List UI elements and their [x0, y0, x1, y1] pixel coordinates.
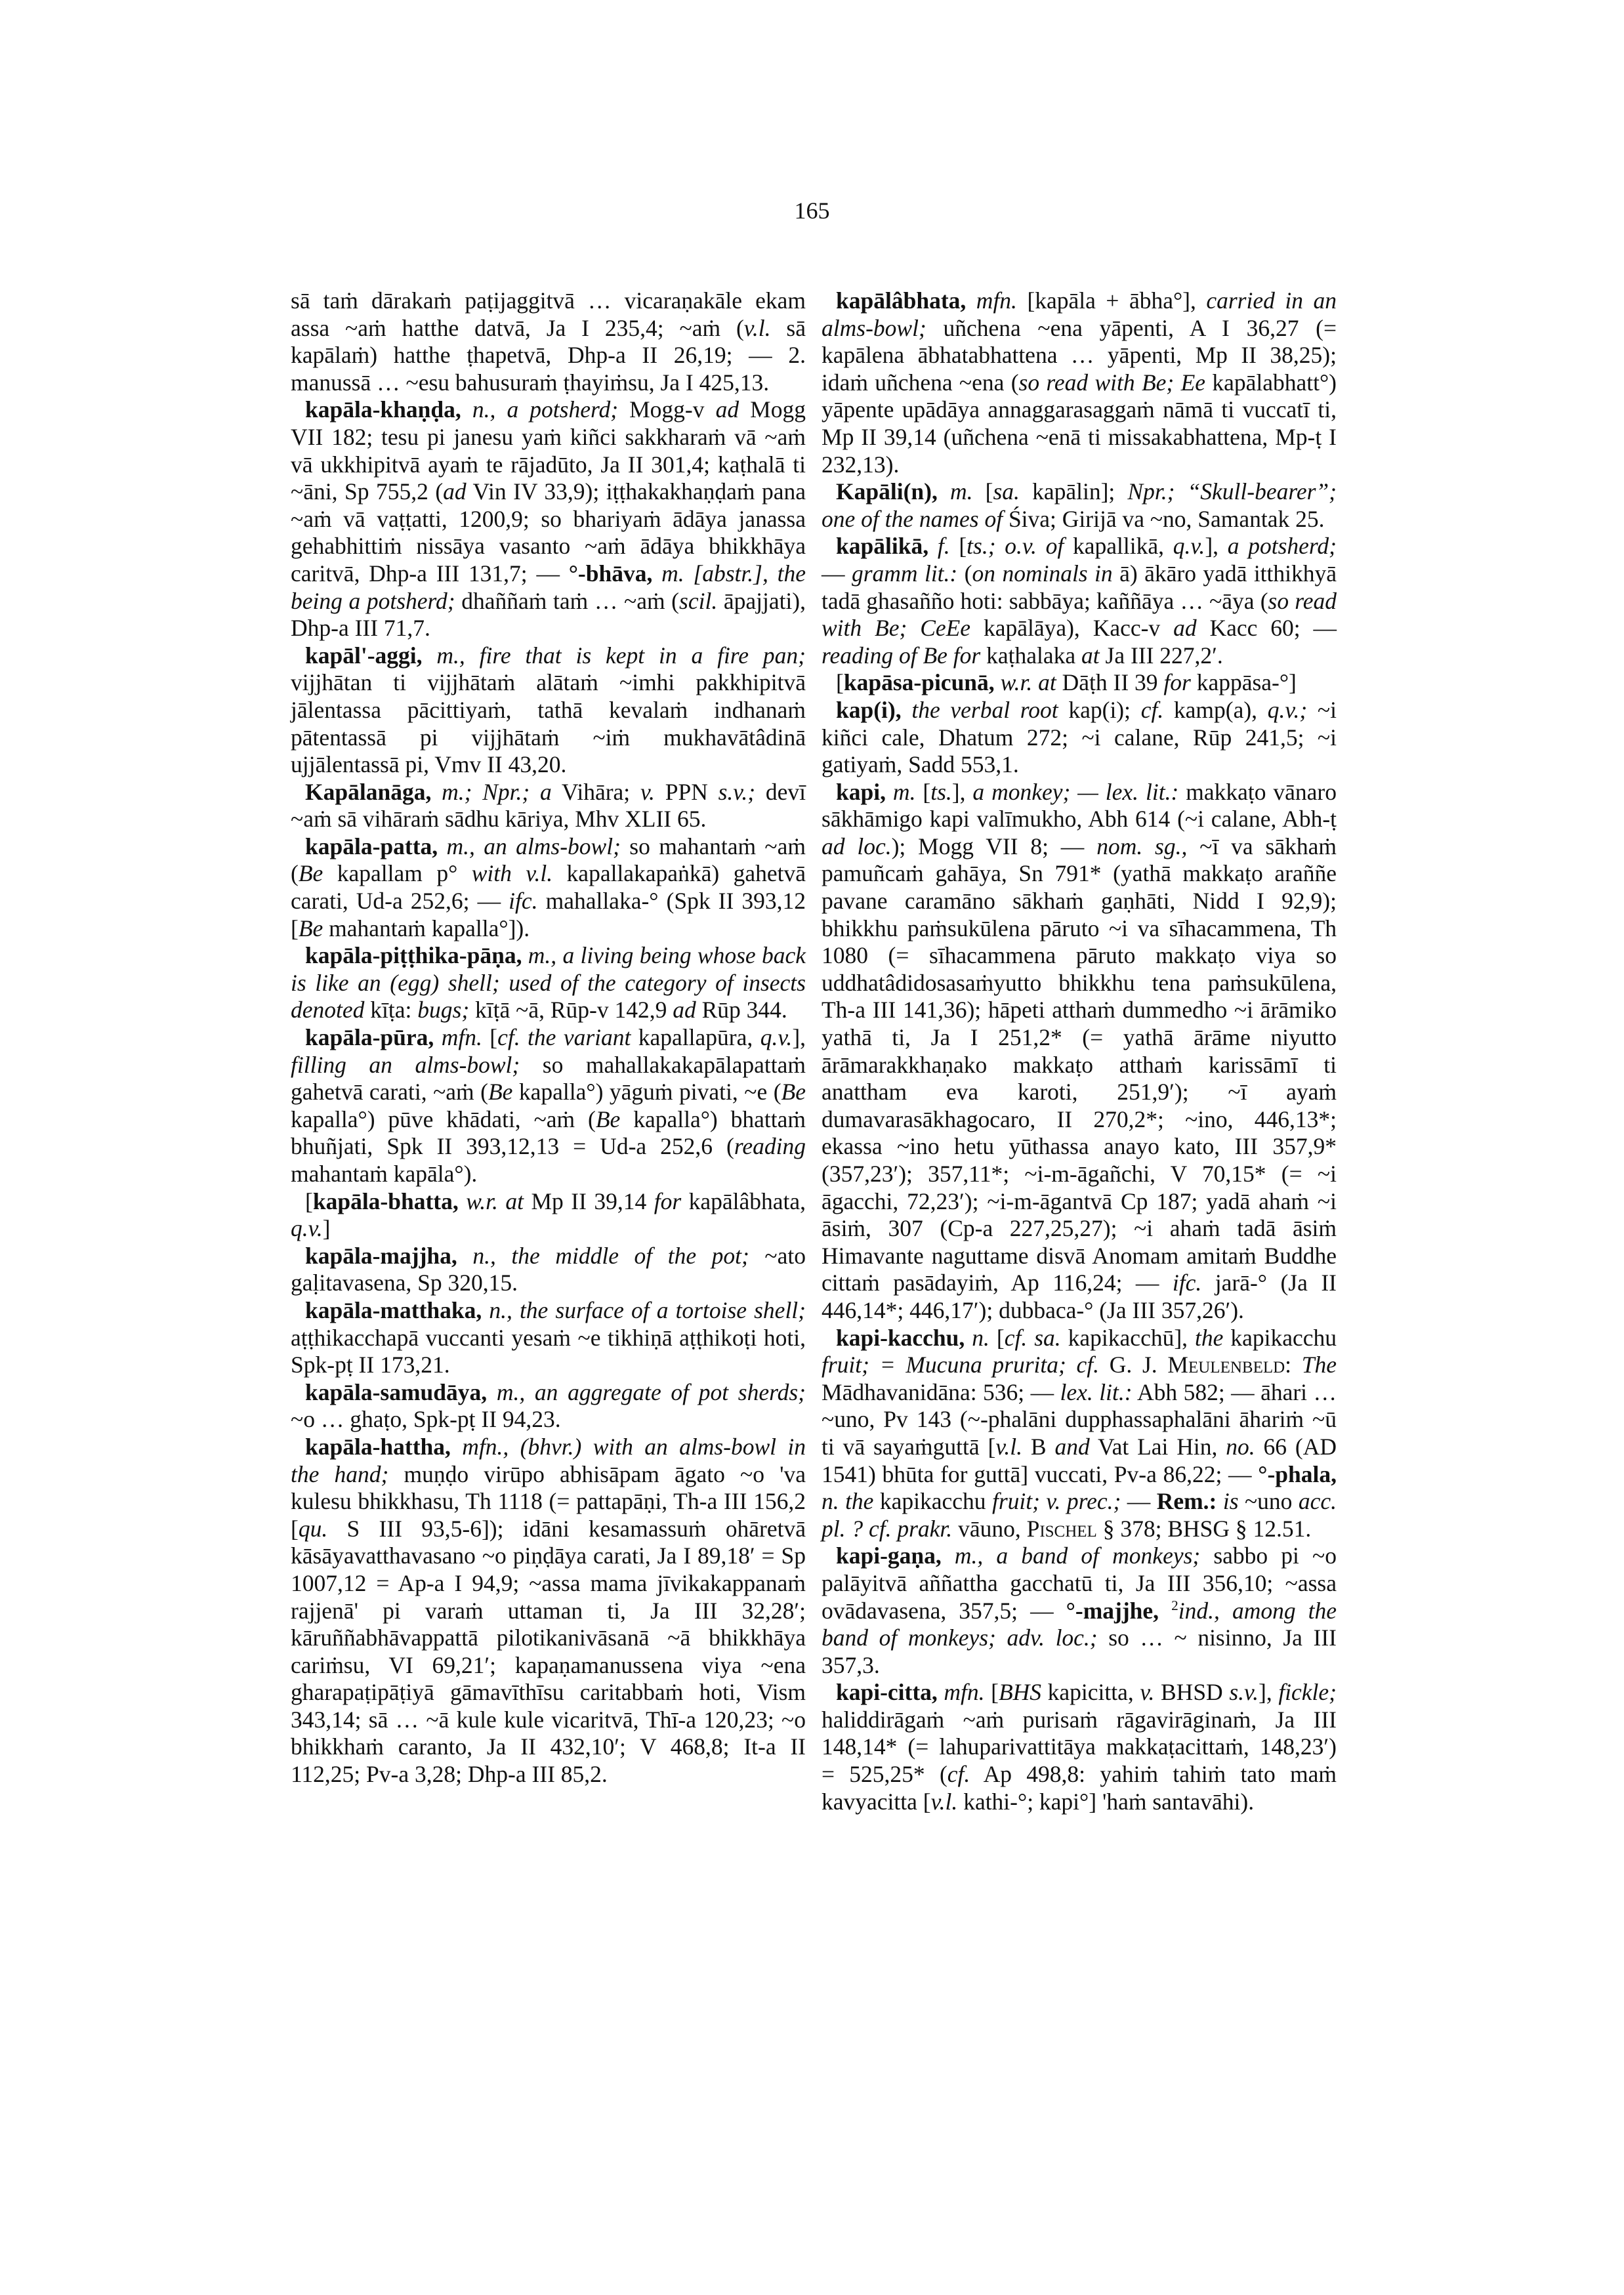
entry-text: kamp(a), — [1163, 696, 1268, 723]
page-number: 165 — [794, 197, 830, 224]
entry-text: Dāṭh II 39 — [1056, 669, 1164, 696]
headword: kapāla-majjha, — [305, 1242, 457, 1269]
entry-text: kapālin]; — [1019, 478, 1128, 505]
italic-gloss: for — [1163, 669, 1191, 696]
italic-gloss: w.r. at — [994, 669, 1056, 696]
dictionary-entry — [822, 669, 1337, 697]
dictionary-entry — [822, 1679, 1337, 1815]
italic-gloss: q.v.; — [1267, 696, 1308, 723]
headword: °-majjhe, — [1066, 1597, 1159, 1624]
entry-text: ); Mogg VII 8; — — [891, 833, 1097, 859]
entry-text: ā) ākāro yadā itthikhyā tadā ghasañño hoti: sabbāya; kaññāya … ~āya ( — [822, 560, 1337, 614]
italic-gloss: scil. — [679, 587, 718, 614]
entry-text: Ja III 227,2′. — [1099, 642, 1223, 669]
headword: kapāla-samudāya, — [305, 1378, 488, 1405]
entry-text: ], — [1205, 533, 1228, 560]
italic-gloss: nom. sg., — [1096, 833, 1188, 859]
entry-text: kapalla°) pūve khādati, ~aṁ ( — [291, 1106, 596, 1132]
entry-text: kapikacchu — [1223, 1324, 1337, 1351]
entry-text: kathi-°; kapi°] 'haṁ santavāhi). — [957, 1788, 1255, 1815]
left-column — [291, 287, 806, 1788]
italic-gloss: so read with Be; CeEe — [822, 587, 1337, 642]
entry-text: [ — [915, 778, 931, 805]
headword: Rem.: — [1156, 1488, 1217, 1515]
italic-gloss: m. [abstr.], the being a potsherd; — [291, 560, 806, 614]
author-name: Meulenbeld — [1167, 1352, 1285, 1378]
entry-text: ], — [792, 1024, 806, 1051]
italic-gloss: cf. the variant — [497, 1024, 631, 1051]
entry-text: ], — [1259, 1679, 1279, 1706]
headword: kapāla-patta, — [305, 833, 438, 859]
entry-text: : — [1285, 1352, 1302, 1378]
italic-gloss: ad loc. — [822, 833, 892, 859]
italic-gloss: Be — [781, 1079, 806, 1106]
italic-gloss: Be — [298, 915, 323, 941]
italic-gloss: v.l. — [930, 1788, 958, 1815]
italic-gloss: filling an alms-bowl; — [291, 1051, 520, 1078]
italic-gloss: The — [1301, 1352, 1337, 1378]
entry-text: B — [1022, 1433, 1055, 1460]
italic-gloss: n., a potsherd; — [461, 396, 619, 423]
headword: kapāla-khaṇḍa, — [305, 396, 461, 423]
entry-text: dhaññaṁ taṁ … ~aṁ ( — [455, 587, 680, 614]
italic-gloss: carried in an alms-bowl; — [822, 287, 1337, 341]
dictionary-entry — [822, 287, 1337, 478]
entry-text: Abh 582; — āhari … ~uno, Pv 143 (~-phalāni dupphassaphalāni āhariṁ ~ū ti vā sayaṁguttā [ — [822, 1378, 1337, 1460]
italic-gloss: the — [1195, 1324, 1224, 1351]
entry-text: ] — [322, 1215, 331, 1242]
headword: Kapāli(n), — [836, 478, 938, 505]
entry-text: — — [1121, 1488, 1157, 1515]
headword: Kapālanāga, — [305, 778, 432, 805]
italic-gloss: lex. lit.: — [1060, 1378, 1133, 1405]
entry-text: [ — [305, 1188, 313, 1214]
headword: kapālâbhata, — [836, 287, 967, 314]
italic-gloss: w.r. at — [458, 1188, 524, 1214]
entry-text: BHSD — [1154, 1679, 1230, 1706]
italic-gloss: s.v.; — [718, 778, 756, 805]
italic-gloss: BHS — [998, 1679, 1042, 1706]
entry-text: Rūp 344. — [696, 997, 787, 1023]
entry-continuation — [291, 287, 806, 396]
dictionary-entry — [822, 478, 1337, 533]
entry-text: [ — [972, 478, 993, 505]
italic-gloss: v.l. — [995, 1433, 1023, 1460]
headword: kapāla-pūra, — [305, 1024, 434, 1051]
dictionary-entry — [291, 1188, 806, 1243]
entry-text: ~ato gaḷitavasena, Sp 320,15. — [291, 1242, 806, 1296]
superscript: 2 — [1171, 1597, 1178, 1613]
entry-text: kapikacchū], — [1060, 1324, 1196, 1351]
italic-gloss: Be — [595, 1106, 621, 1132]
entry-text: ~uno — [1238, 1488, 1299, 1515]
entry-text: PPN — [654, 778, 718, 805]
entry-text: [ — [836, 669, 844, 696]
italic-gloss: q.v. — [1173, 533, 1205, 560]
entry-text — [1159, 1598, 1171, 1624]
entry-text: [ — [984, 1679, 999, 1706]
italic-gloss: sa. — [993, 478, 1020, 505]
dictionary-entry — [291, 1297, 806, 1379]
entry-text: kapicitta, — [1041, 1679, 1140, 1706]
entry-text: mahallaka-° (Spk II 393,12 [ — [291, 888, 806, 941]
italic-gloss: m., an aggregate of pot sherds; — [487, 1378, 806, 1405]
author-name: Pischel — [1026, 1515, 1097, 1542]
entry-text: kapallikā, — [1064, 533, 1173, 560]
italic-gloss: a potsherd; — [1227, 533, 1337, 560]
italic-gloss: bugs; — [417, 997, 470, 1023]
italic-gloss: acc. pl. ? cf. prakr. — [822, 1488, 1337, 1542]
italic-gloss: cf. sa. — [1004, 1324, 1061, 1351]
italic-gloss: with v.l. — [471, 860, 553, 887]
headword: kapāla-bhatta, — [312, 1188, 459, 1214]
entry-text: sā taṁ dārakaṁ paṭijaggitvā … vicaraṇakāle ekam assa ~aṁ hatthe datvā, Ja I 235,4; ~aṁ ( — [291, 287, 806, 341]
entry-text: kaṭhalaka — [980, 642, 1081, 669]
entry-text: ( — [957, 560, 972, 587]
entry-text — [1217, 1488, 1222, 1514]
entry-text: kapālâbhata, — [681, 1188, 806, 1214]
entry-text: kapallapūra, — [631, 1024, 760, 1051]
italic-gloss: fruit; = Mucuna prurita; cf. — [822, 1352, 1100, 1378]
italic-gloss: m., an alms-bowl; — [438, 833, 621, 859]
entry-text: haliddirāgaṁ ~aṁ purisaṁ rāgavirāginaṁ, Ja III 148,14* (= lahuparivattitāya makkaṭacittaṁ, 148,23′) = 525,25* ( — [822, 1706, 1337, 1788]
entry-text: kap(i); — [1058, 696, 1141, 723]
entry-text: Vihāra; — [551, 778, 640, 805]
italic-gloss: the verbal root — [901, 696, 1058, 723]
entry-text: kīṭa: — [364, 997, 418, 1023]
entry-text: kapālāya), Kacc-v — [970, 615, 1174, 642]
italic-gloss: f. — [928, 533, 950, 560]
italic-gloss: ts.; o.v. of — [967, 533, 1064, 560]
italic-gloss: ad — [673, 997, 696, 1023]
italic-gloss: qu. — [298, 1515, 328, 1542]
entry-text: S III 93,5-6]); idāni kesamassuṁ ohāretvā kāsāyavatthavasano ~o piṇḍāya carati, Ja I 89,18′ = Sp 1007,12 = Ap-a I 94,9; ~assa mama jīvikakappanaṁ rajjenā' pi varaṁ uttaman ti, Ja III 32,28′; kāruññabhāvappattā pilotikanivāsanā ~ā bhikkhāya cariṁsu, VI 69,21′; kapaṇamanussena viya ~ena gharapaṭipāṭiyā gāmavīthīsu caritabbaṁ hoti, Vism 343,14; sā … ~ā kule kule vicaritvā, Thī-a 120,23; ~o bhikkhaṁ caranto, Ja II 432,10′; V 468,8; It-a II 112,25; Pv-a 3,28; Dhp-a III 85,2. — [291, 1515, 806, 1788]
italic-gloss: mfn. — [937, 1679, 985, 1706]
entry-text: Mogg-v — [618, 396, 716, 423]
entry-text: makkaṭo vānaro sākhāmigo kapi valīmukho, Abh 614 (~i calane, Abh-ṭ — [822, 778, 1337, 833]
entry-text: āpajjati), Dhp-a III 71,7. — [291, 587, 806, 642]
italic-gloss: v.l. — [743, 314, 771, 341]
entry-text: kapalla°) yāguṁ pivati, ~e ( — [512, 1079, 781, 1106]
entry-text: Mogg VII 182; tesu pi janesu yaṁ kiñci sakkharaṁ vā ~aṁ vā ukkhipitvā ayaṁ te rājadūto, Ja II 301,4; kaṭhalā ti ~āni, Sp 755,2 ( — [291, 396, 806, 505]
entry-text: ~i kiñci cale, Dhatum 272; ~i calane, Rūp 241,5; ~i gatiyaṁ, Sadd 553,1. — [822, 696, 1337, 778]
dictionary-entry — [291, 1379, 806, 1434]
italic-gloss: ad — [443, 478, 467, 505]
italic-gloss: at — [1081, 642, 1100, 669]
italic-gloss: Be — [298, 860, 323, 887]
italic-gloss: fruit; v. prec.; — [991, 1488, 1121, 1515]
entry-text: Mp II 39,14 — [524, 1188, 654, 1214]
entry-text: Kacc 60; — — [1196, 615, 1337, 642]
entry-text: § 378; BHSG § 12.51. — [1096, 1515, 1312, 1542]
italic-gloss: so read with Be; Ee — [1018, 369, 1206, 396]
entry-text: kapalla°) bhattaṁ bhuñjati, Spk II 393,12,13 = Ud-a 252,6 ( — [291, 1106, 806, 1160]
italic-gloss: n. — [965, 1324, 989, 1351]
entry-text: kapālabhatt°) yāpente upādāya annaggarasaggaṁ nāmā ti vuccatī ti, Mp II 39,14 (uñchena ~enā ti missakabhattena, Mp-ṭ I 232,13). — [822, 369, 1337, 478]
entry-text: [ — [989, 1324, 1005, 1351]
italic-gloss: ad — [715, 396, 739, 423]
italic-gloss: mfn., (bhvr.) with an alms-bowl in the hand; — [291, 1433, 806, 1487]
dictionary-entry — [291, 1024, 806, 1188]
italic-gloss: m. — [937, 478, 973, 505]
italic-gloss: ifc. — [509, 888, 538, 915]
headword: kapālikā, — [836, 533, 929, 560]
entry-text: [ — [949, 533, 967, 560]
entry-text: 66 (AD 1541) bhūta for guttā] vuccati, Pv-a 86,22; — — [822, 1433, 1337, 1487]
entry-text: sā kapālaṁ) hatthe ṭhapetvā, Dhp-a II 26,19; — 2. manussā … ~esu bahusuraṁ ṭhayiṁsu, Ja I 425,13. — [291, 314, 806, 396]
italic-gloss: Be — [488, 1079, 513, 1106]
entry-text: Ap 498,8: yahiṁ tahiṁ tato maṁ kavyacitta [ — [822, 1761, 1337, 1815]
entry-text: kīṭā ~ā, Rūp-v 142,9 — [469, 997, 673, 1023]
dictionary-entry — [291, 396, 806, 642]
headword: °-phala, — [1258, 1460, 1337, 1487]
entry-text: mahantaṁ kapalla°]). — [323, 915, 530, 941]
italic-gloss: s.v. — [1229, 1679, 1259, 1706]
dictionary-entry — [291, 1434, 806, 1788]
italic-gloss: on nominals in — [972, 560, 1113, 587]
entry-text: kapikacchu — [873, 1488, 992, 1515]
italic-gloss: n. the — [822, 1488, 874, 1515]
italic-gloss: m. — [885, 778, 916, 805]
dictionary-entry — [291, 942, 806, 1024]
italic-gloss: q.v. — [291, 1215, 323, 1242]
italic-gloss: v. — [640, 778, 655, 805]
entry-text: kapallakapaṅkā) gahetvā carati, Ud-a 252,6; — — [291, 860, 806, 915]
dictionary-entry — [291, 1243, 806, 1297]
italic-gloss: m., a band of monkeys; — [941, 1542, 1201, 1569]
entry-text: ~ī va sākhaṁ pamuñcaṁ gahāya, Sn 791* (yathā makkaṭo araññe pavane caramāno sākhaṁ gaṇhāti, Nidd I 92,9); bhikkhu paṁsukūlena pāruto ~i va sīhacammena, Th 1080 (= sīhacammena pāruto makkaṭo viya so uddhatâdidosasaṁyutto bhikkhu tena paṁsukūlena, Th-a III 141,36); hāpeti atthaṁ dummedho ~i ārāmiko yathā ti, Ja I 251,2* (= yathā ārāme niyutto ārāmarakkhaṇako makkaṭo atthaṁ karissāmī ti anattham eva karoti, 251,9′); ~ī ayaṁ dumavarasākhagocaro, II 270,2*; ~ino, 446,13*; ekassa ~ino hetu yūthassa anayo kato, III 357,9* (357,23′); 357,11*; ~i-m-āgañchi, V 70,15* (= ~i āgacchi, 72,23′); ~i-m-āgantvā Cp 187; yadā ahaṁ ~i āsiṁ, 307 (Cp-a 227,25,27); ~i ahaṁ tadā āsiṁ Himavante naguttame disvā Anomam amitaṁ Buddhe cittaṁ pasādayiṁ, Ap 116,24; — — [822, 833, 1337, 1296]
entry-text: Mādhavanidāna: 536; — — [822, 1378, 1060, 1405]
italic-gloss: m., a living being whose back is like an (egg) shell; used of the category of insects denoted — [291, 942, 806, 1023]
entry-text: kapallam p° — [323, 860, 472, 887]
italic-gloss: mfn. — [434, 1024, 482, 1051]
italic-gloss: and — [1054, 1433, 1090, 1460]
italic-gloss: v. — [1140, 1679, 1155, 1706]
entry-text: devī ~aṁ sā vihāraṁ sādhu kāriya, Mhv XLII 65. — [291, 778, 806, 833]
italic-gloss: mfn. — [966, 287, 1017, 314]
entry-text: — — [822, 560, 852, 587]
dictionary-entry — [822, 533, 1337, 669]
entry-text: mahantaṁ kapāla°). — [291, 1161, 478, 1187]
italic-gloss: is — [1222, 1488, 1239, 1515]
italic-gloss: Npr.; “Skull-bearer”; one of the names of — [822, 478, 1337, 532]
entry-text: [ — [482, 1024, 498, 1051]
entry-text: Vat Lai Hin, — [1089, 1433, 1226, 1460]
italic-gloss: cf. — [947, 1761, 970, 1788]
entry-text: G. J. — [1099, 1352, 1168, 1378]
headword: kapi-citta, — [836, 1679, 938, 1706]
dictionary-entry — [291, 642, 806, 779]
italic-gloss: ts. — [930, 778, 952, 805]
entry-text: vāuno, — [952, 1515, 1027, 1542]
entry-text: so … ~ nisinno, Ja III 357,3. — [822, 1624, 1337, 1678]
italic-gloss: reading of Be for — [822, 642, 981, 669]
entry-text: muṇḍo virūpo abhisāpam āgato ~o 'va kulesu bhikkhasu, Th 1118 (= pattapāṇi, Th-a III 156,2 [ — [291, 1460, 806, 1542]
headword: kapi, — [836, 778, 886, 805]
headword: kapāl'-aggi, — [305, 642, 423, 669]
italic-gloss: q.v. — [760, 1024, 793, 1051]
italic-gloss: reading — [734, 1133, 806, 1160]
italic-gloss: m., fire that is kept in a fire pan; — [422, 642, 806, 669]
headword: kapāsa-picunā, — [843, 669, 995, 696]
entry-text: kappāsa-°] — [1190, 669, 1297, 696]
entry-text: sabbo pi ~o palāyitvā aññattha gacchatū ti, Ja III 356,10; ~assa ovādavasena, 357,5; — — [822, 1542, 1337, 1624]
headword: kapāla-piṭṭhika-pāṇa, — [305, 942, 522, 969]
entry-text: ], — [951, 778, 973, 805]
headword: kapi-gaṇa, — [836, 1542, 942, 1569]
entry-text: ~o … ghaṭo, Spk-pṭ II 94,23. — [291, 1406, 561, 1433]
entry-text: Vin IV 33,9); iṭṭhakakhaṇḍaṁ pana ~aṁ vā vaṭṭatti, 1200,9; so bhariyaṁ ādāya janassa gehabhittiṁ nissāya vasanto ~aṁ ādāya bhikkhāya caritvā, Dhp-a III 131,7; — — [291, 478, 806, 587]
entry-text: aṭṭhikacchapā vuccanti yesaṁ ~e tikhiṇā aṭṭhikoṭi hoti, Spk-pṭ II 173,21. — [291, 1324, 806, 1378]
headword: kap(i), — [836, 696, 902, 723]
italic-gloss: ind., among the band of monkeys; adv. loc.; — [822, 1597, 1337, 1651]
dictionary-entry — [291, 833, 806, 942]
headword: °-bhāva, — [568, 560, 653, 587]
dictionary-entry — [822, 779, 1337, 1325]
entry-text: [kapāla + ābha°], — [1016, 287, 1207, 314]
italic-gloss: gramm lit.: — [851, 560, 958, 587]
entry-text: so mahallakakapālapattaṁ gahetvā carati, ~aṁ ( — [291, 1051, 806, 1106]
headword: kapāla-matthaka, — [305, 1296, 482, 1323]
headword: kapi-kacchu, — [836, 1324, 965, 1351]
italic-gloss: n., the middle of the pot; — [457, 1242, 749, 1269]
dictionary-entry — [291, 779, 806, 833]
dictionary-entry — [822, 697, 1337, 779]
entry-text: Śiva; Girijā va ~no, Samantak 25. — [1003, 505, 1325, 532]
italic-gloss: for — [654, 1188, 682, 1214]
italic-gloss: ifc. — [1172, 1270, 1202, 1296]
entry-text: so mahantaṁ ~aṁ ( — [291, 833, 806, 887]
italic-gloss: cf. — [1140, 696, 1164, 723]
dictionary-entry — [822, 1325, 1337, 1543]
entry-text: jarā-° (Ja II 446,14*; 446,17′); dubbaca-° (Ja III 357,26′). — [822, 1270, 1337, 1323]
entry-text: vijjhātan ti vijjhātaṁ alātaṁ ~imhi pakkhipitvā jālentassa pācittiyaṁ, tathā kevalaṁ indhanaṁ pātentassā pi vijjhātaṁ ~iṁ mukhavātâdinā ujjālentassā pi, Vmv II 43,20. — [291, 669, 806, 778]
italic-gloss: no. — [1226, 1433, 1255, 1460]
italic-gloss: fickle; — [1278, 1679, 1337, 1706]
italic-gloss: ad — [1173, 615, 1197, 642]
italic-gloss: m.; Npr.; a — [431, 778, 552, 805]
dictionary-entry — [822, 1542, 1337, 1679]
italic-gloss: n., the surface of a tortoise shell; — [482, 1296, 806, 1323]
headword: kapāla-hattha, — [305, 1433, 451, 1460]
italic-gloss: a monkey; — lex. lit.: — [972, 778, 1179, 805]
right-column — [822, 287, 1337, 1815]
entry-text: uñchena ~ena yāpenti, A I 36,27 (= kapālena ābhatabhattena … yāpenti, Mp II 38,25); idaṁ uñchena ~ena ( — [822, 314, 1337, 396]
